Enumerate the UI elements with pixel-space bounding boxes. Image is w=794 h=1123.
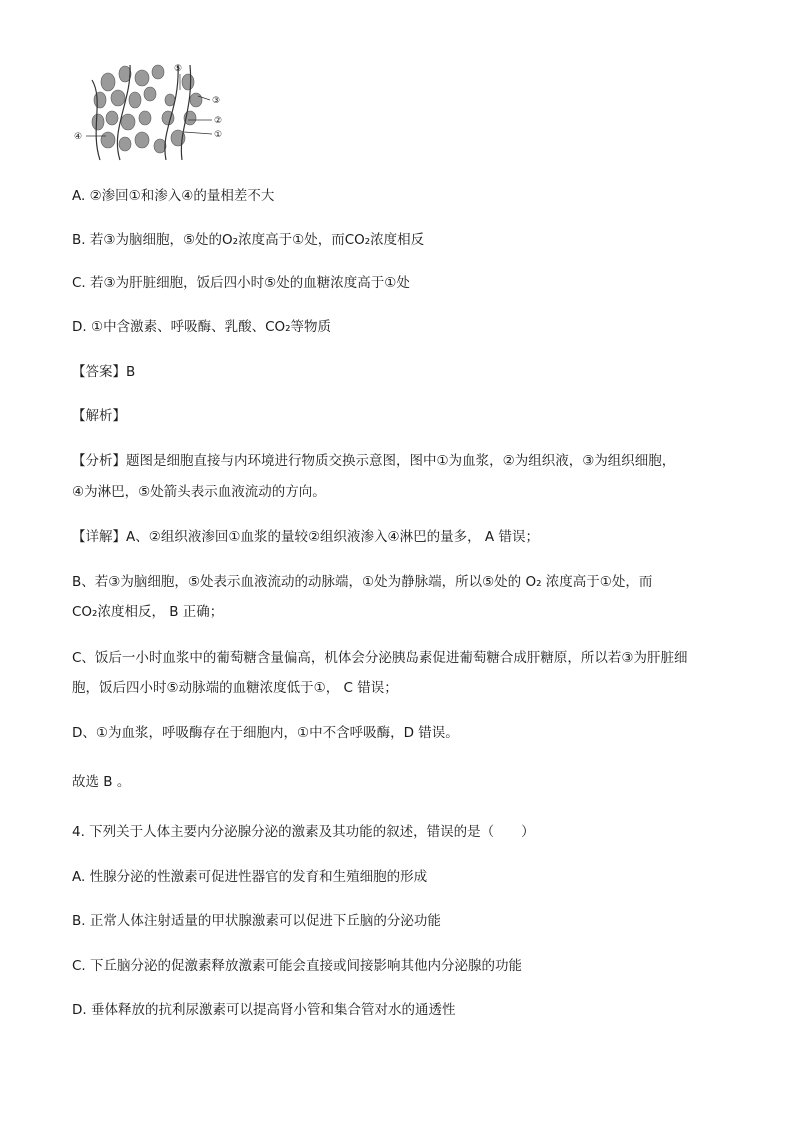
q3-analysis-line-2: ④为淋巴，⑤处箭头表示血液流动的方向。 <box>72 484 326 500</box>
q3-detail-a: 【详解】A、②组织液渗回①血浆的量较②组织液渗入④淋巴的量多， A 错误； <box>72 529 539 545</box>
q4-option-c: C. 下丘脑分泌的促激素释放激素可能会直接或间接影响其他内分泌腺的功能 <box>72 958 523 974</box>
q3-detail-d: D、①为血浆，呼吸酶存在于细胞内，①中不含呼吸酶，D 错误。 <box>72 725 459 741</box>
figure-label-2: ② <box>214 116 223 126</box>
q3-detail-c-line-1: C、饭后一小时血浆中的葡萄糖含量偏高，机体会分泌胰岛素促进葡萄糖合成肝糖原，所以若③为肝脏细 <box>72 650 688 666</box>
q4-option-b: B. 正常人体注射适量的甲状腺激素可以促进下丘脑的分泌功能 <box>72 913 441 929</box>
q3-detail-c-line-2: 胞，饭后四小时⑤动脉端的血糖浓度低于①， C 错误； <box>72 680 398 696</box>
figure-label-4: ④ <box>74 132 83 142</box>
q3-option-d: D. ①中含激素、呼吸酶、乳酸、CO₂等物质 <box>72 319 332 335</box>
q3-option-a: A. ②渗回①和渗入④的量相差不大 <box>72 188 275 204</box>
figure-label-3: ③ <box>212 96 221 106</box>
q3-analysis-heading: 【解析】 <box>72 408 126 424</box>
tissue-exchange-diagram <box>70 60 240 165</box>
q4-option-d: D. 垂体释放的抗利尿激素可以提高肾小管和集合管对水的通透性 <box>72 1002 456 1018</box>
q3-option-b: B. 若③为脑细胞，⑤处的O₂浓度高于①处，而CO₂浓度相反 <box>72 232 425 248</box>
q3-analysis-line-1: 【分析】题图是细胞直接与内环境进行物质交换示意图，图中①为血浆，②为组织液，③为组织细胞， <box>72 453 676 469</box>
q3-conclusion: 故选 B 。 <box>72 774 131 790</box>
q4-stem: 4. 下列关于人体主要内分泌腺分泌的激素及其功能的叙述，错误的是（ ） <box>72 824 535 840</box>
q3-answer: 【答案】B <box>72 364 136 380</box>
q4-option-a: A. 性腺分泌的性激素可促进性器官的发育和生殖细胞的形成 <box>72 869 428 885</box>
figure-label-5: ⑤ <box>174 64 183 74</box>
q3-detail-b-line-1: B、若③为脑细胞，⑤处表示血液流动的动脉端，①处为静脉端，所以⑤处的 O₂ 浓度高于①处，而 <box>72 574 653 590</box>
figure-label-1: ① <box>214 130 223 140</box>
q3-option-c: C. 若③为肝脏细胞，饭后四小时⑤处的血糖浓度高于①处 <box>72 275 410 291</box>
q3-detail-b-line-2: CO₂浓度相反， B 正确； <box>72 604 224 620</box>
